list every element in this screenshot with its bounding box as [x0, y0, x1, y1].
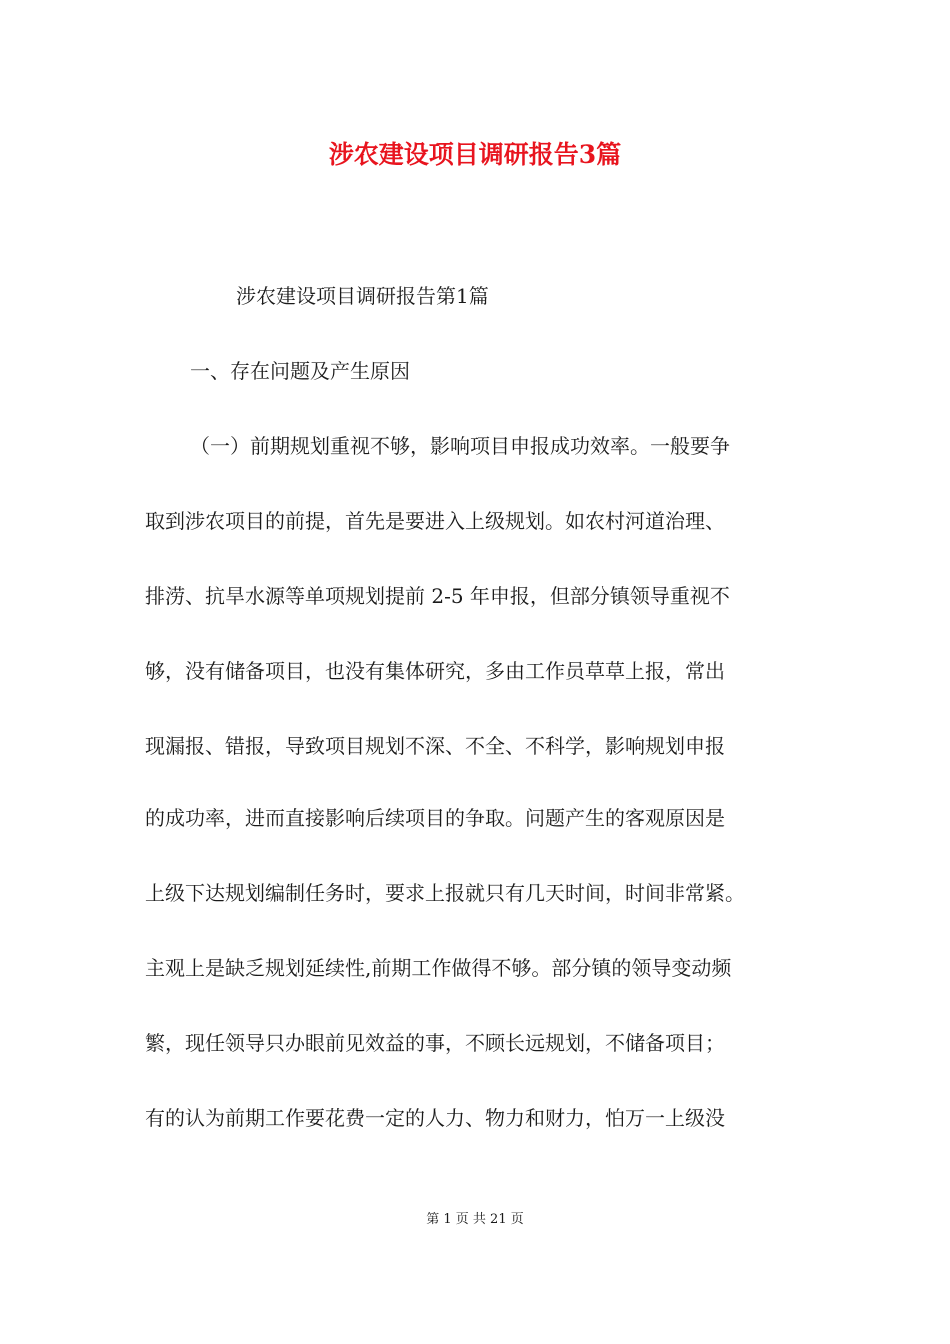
- paragraph-line: 繁，现任领导只办眼前见效益的事，不顾长远规划，不储备项目；: [145, 1031, 725, 1055]
- section-heading: 一、存在问题及产生原因: [190, 359, 410, 383]
- paragraph-line: 取到涉农项目的前提，首先是要进入上级规划。如农村河道治理、: [145, 509, 725, 533]
- paragraph-line: （一）前期规划重视不够，影响项目申报成功效率。一般要争: [190, 434, 730, 458]
- paragraph-line: 够，没有储备项目，也没有集体研究，多由工作员草草上报，常出: [145, 659, 725, 683]
- paragraph-line: 现漏报、错报，导致项目规划不深、不全、不科学，影响规划申报: [145, 734, 725, 758]
- paragraph-line: 的成功率，进而直接影响后续项目的争取。问题产生的客观原因是: [145, 806, 725, 830]
- document-title: 涉农建设项目调研报告3篇: [328, 140, 622, 169]
- page-footer: 第 1 页 共 21 页: [426, 1212, 524, 1227]
- document-subtitle: 涉农建设项目调研报告第1篇: [236, 284, 489, 308]
- paragraph-line: 有的认为前期工作要花费一定的人力、物力和财力，怕万一上级没: [145, 1106, 725, 1130]
- paragraph-line: 上级下达规划编制任务时，要求上报就只有几天时间，时间非常紧。: [145, 881, 745, 905]
- paragraph-line: 主观上是缺乏规划延续性,前期工作做得不够。部分镇的领导变动频: [145, 956, 732, 980]
- paragraph-line: 排涝、抗旱水源等单项规划提前 2-5 年申报，但部分镇领导重视不: [145, 584, 730, 608]
